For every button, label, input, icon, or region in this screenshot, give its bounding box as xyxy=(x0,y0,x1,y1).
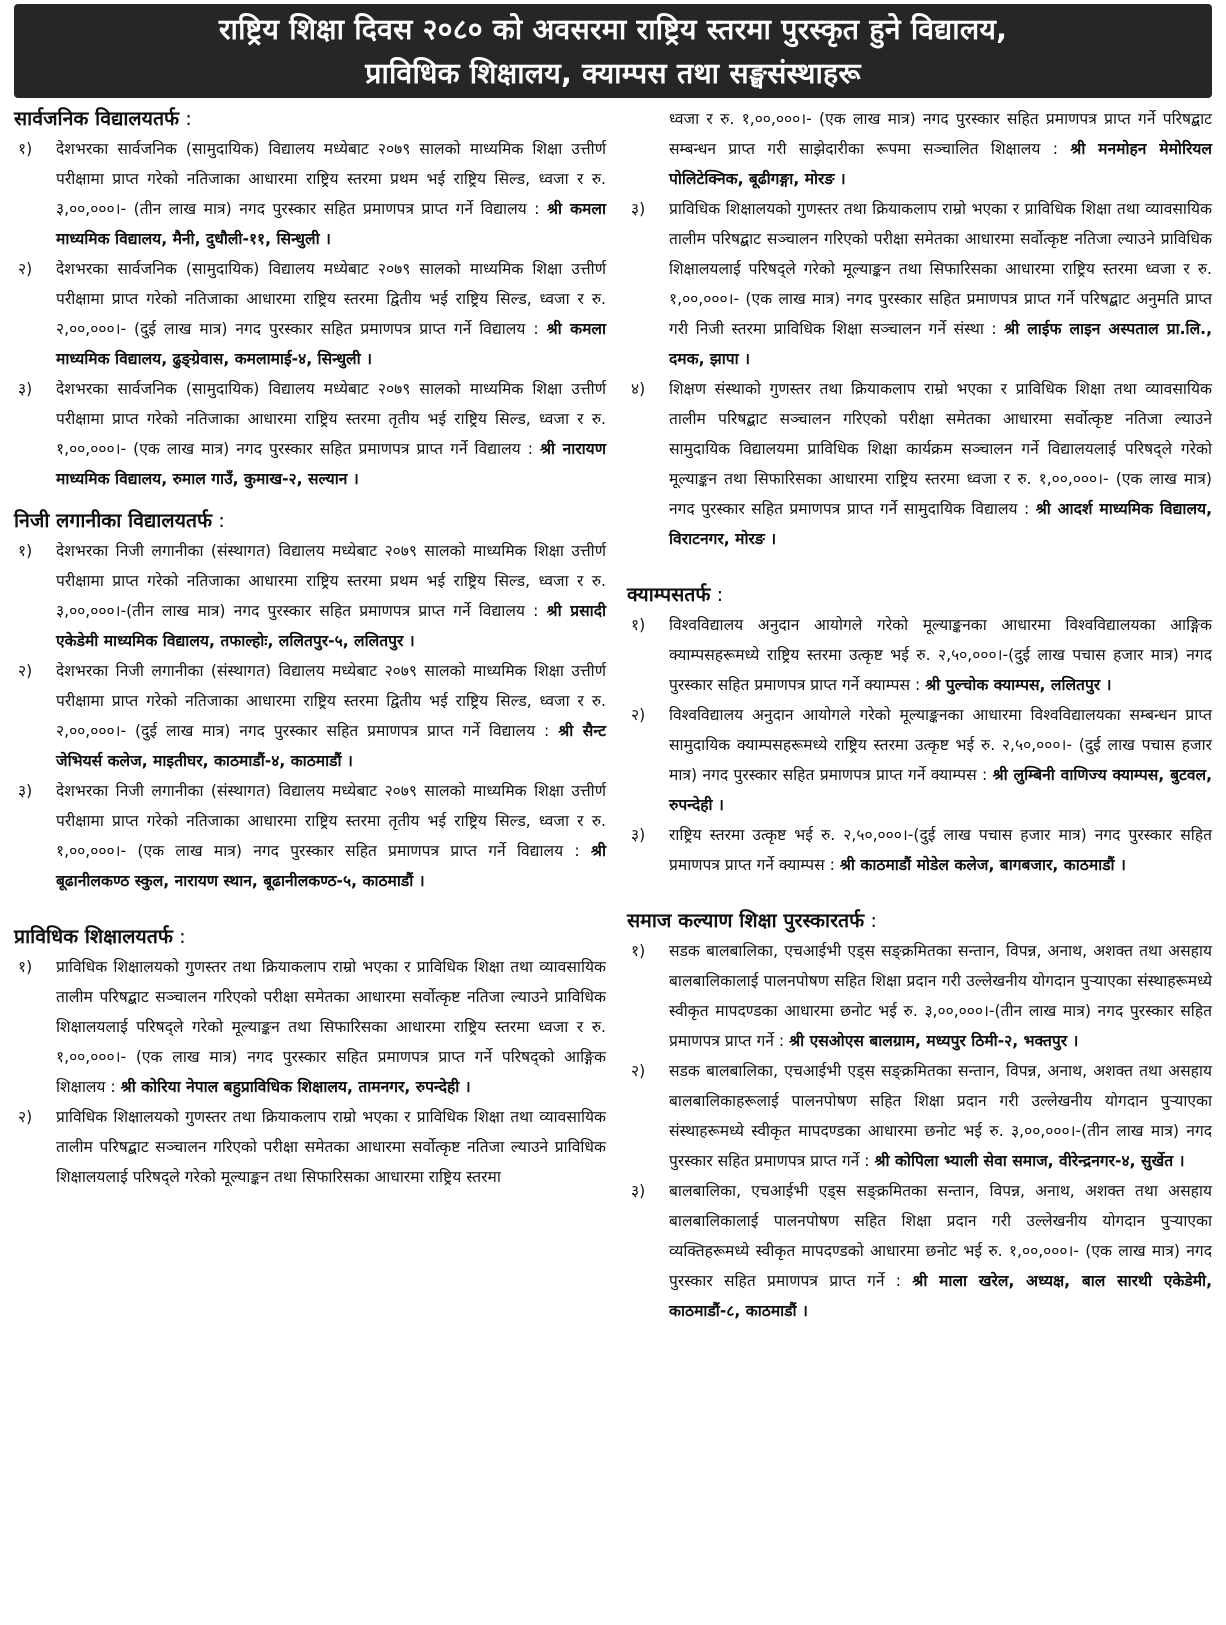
list-item-campus-3: ३) राष्ट्रिय स्तरमा उत्कृष्ट भई रु. २,५०,०००।-(दुई लाख पचास हजार मात्र) नगद पुरस्कार सहित प्रमाणपत्र प्राप्त गर्ने क्याम्पस : श्री काठमाडौं मोडेल कलेज, बागबजार, काठमाडौं । xyxy=(631,826,1212,874)
banner-line-2: प्राविधिक शिक्षालय, क्याम्पस तथा सङ्घसंस्थाहरू xyxy=(365,57,861,90)
right-column xyxy=(627,104,1212,1326)
section-heading-technical: प्राविधिक शिक्षालयतर्फ : xyxy=(14,925,186,948)
list-item-public-2: २) देशभरका सार्वजनिक (सामुदायिक) विद्यालय मध्येबाट २०७९ सालको माध्यमिक शिक्षा उत्तीर्ण परीक्षामा प्राप्त गरेको नतिजाका आधारमा राष्ट्रिय स्तरमा द्वितीय भई राष्ट्रिय सिल्ड, ध्वजा र रु. २,००,०००।- (दुई लाख मात्र) नगद पुरस्कार सहित प्रमाणपत्र प्राप्त गर्ने विद्यालय : श्री कमला माध्यमिक विद्यालय, ढुङ्ग्रेवास, कमलामाई-४, सिन्धुली । xyxy=(18,260,607,368)
list-item-campus-2: २) विश्वविद्यालय अनुदान आयोगले गरेको मूल्याङ्कनका आधारमा विश्वविद्यालयका सम्बन्धन प्राप्त सामुदायिक क्याम्पसहरूमध्ये राष्ट्रिय स्तरमा उत्कृष्ट भई रु. २,५०,०००।- (दुई लाख पचास हजार मात्र) नगद पुरस्कार सहित प्रमाणपत्र प्राप्त गर्ने क्याम्पस : श्री लुम्बिनी वाणिज्य क्याम्पस, बुटवल, रुपन्देही । xyxy=(631,706,1212,814)
list-item-public-3: ३) देशभरका सार्वजनिक (सामुदायिक) विद्यालय मध्येबाट २०७९ सालको माध्यमिक शिक्षा उत्तीर्ण परीक्षामा प्राप्त गरेको नतिजाका आधारमा राष्ट्रिय स्तरमा तृतीय भई राष्ट्रिय सिल्ड, ध्वजा र रु. १,००,०००।- (एक लाख मात्र) नगद पुरस्कार सहित प्रमाणपत्र प्राप्त गर्ने विद्यालय : श्री नारायण माध्यमिक विद्यालय, रुमाल गाउँ, कुमाख-२, सल्यान । xyxy=(18,380,606,488)
left-column xyxy=(14,104,606,1326)
list-item-technical-2-continued: ध्वजा र रु. १,००,०००।- (एक लाख मात्र) नगद पुरस्कार सहित प्रमाणपत्र प्राप्त गर्ने परिषद्बाट सम्बन्धन प्राप्त गरी साझेदारीका रूपमा सञ्चालित शिक्षालय : श्री मनमोहन मेमोरियल पोलिटेक्निक, बूढीगङ्गा, मोरङ । xyxy=(669,110,1212,188)
list-item-public-1: १) देशभरका सार्वजनिक (सामुदायिक) विद्यालय मध्येबाट २०७९ सालको माध्यमिक शिक्षा उत्तीर्ण परीक्षामा प्राप्त गरेको नतिजाका आधारमा राष्ट्रिय स्तरमा प्रथम भई राष्ट्रिय सिल्ड, ध्वजा र रु. ३,००,०००।- (तीन लाख मात्र) नगद पुरस्कार सहित प्रमाणपत्र प्राप्त गर्ने विद्यालय : श्री कमला माध्यमिक विद्यालय, मैनी, दुधौली-११, सिन्धुली । xyxy=(18,140,606,248)
list-item-welfare-2: २) सडक बालबालिका, एचआईभी एड्स सङ्क्रमितका सन्तान, विपन्न, अनाथ, अशक्त तथा असहाय बालबालिकाहरूलाई पालनपोषण सहित शिक्षा प्रदान गरी उल्लेखनीय योगदान पुर्‍याएका संस्थाहरूमध्ये स्वीकृत मापदण्डका आधारमा छनोट भई रु. ३,००,०००।-(तीन लाख मात्र) नगद पुरस्कार सहित प्रमाणपत्र प्राप्त गर्ने : श्री कोपिला भ्याली सेवा समाज, वीरेन्द्रनगर-४, सुर्खेत । xyxy=(631,1062,1212,1170)
section-heading-public: सार्वजनिक विद्यालयतर्फ : xyxy=(14,107,192,130)
list-item-private-3: ३) देशभरका निजी लगानीका (संस्थागत) विद्यालय मध्येबाट २०७९ सालको माध्यमिक शिक्षा उत्तीर्ण परीक्षामा प्राप्त गरेको नतिजाका आधारमा राष्ट्रिय स्तरमा तृतीय भई राष्ट्रिय सिल्ड, ध्वजा र रु. १,००,०००।- (एक लाख मात्र) नगद पुरस्कार सहित प्रमाणपत्र प्राप्त गर्ने विद्यालय : श्री बूढानीलकण्ठ स्कुल, नारायण स्थान, बूढानीलकण्ठ-५, काठमाडौं । xyxy=(18,782,606,890)
section-heading-private: निजी लगानीका विद्यालयतर्फ : xyxy=(14,509,225,532)
list-item-technical-2: २) प्राविधिक शिक्षालयको गुणस्तर तथा क्रियाकलाप राम्रो भएका र प्राविधिक शिक्षा तथा व्यावसायिक तालीम परिषद्बाट सञ्चालन गरिएको परीक्षा समेतका आधारमा सर्वोत्कृष्ट नतिजा ल्याउने प्राविधिक शिक्षालयलाई परिषद्ले गरेको मूल्याङ्कन तथा सिफारिसका आधारमा राष्ट्रिय स्तरमा xyxy=(18,1108,606,1186)
list-item-technical-1: १) प्राविधिक शिक्षालयको गुणस्तर तथा क्रियाकलाप राम्रो भएका र प्राविधिक शिक्षा तथा व्यावसायिक तालीम परिषद्बाट सञ्चालन गरिएको परीक्षा समेतका आधारमा सर्वोत्कृष्ट नतिजा ल्याउने प्राविधिक शिक्षालयलाई परिषद्ले गरेको मूल्याङ्कन तथा सिफारिसका आधारमा राष्ट्रिय स्तरमा ध्वजा र रु. १,००,०००।- (एक लाख मात्र) नगद पुरस्कार सहित प्रमाणपत्र प्राप्त गर्ने परिषद्को आङ्गिक शिक्षालय : श्री कोरिया नेपाल बहुप्राविधिक शिक्षालय, तामनगर, रुपन्देही । xyxy=(18,958,606,1096)
banner-line-1: राष्ट्रिय शिक्षा दिवस २०८० को अवसरमा राष्ट्रिय स्तरमा पुरस्कृत हुने विद्यालय, xyxy=(218,13,1008,46)
list-item-private-1: १) देशभरका निजी लगानीका (संस्थागत) विद्यालय मध्येबाट २०७९ सालको माध्यमिक शिक्षा उत्तीर्ण परीक्षामा प्राप्त गरेको नतिजाका आधारमा राष्ट्रिय स्तरमा प्रथम भई राष्ट्रिय सिल्ड, ध्वजा र रु. ३,००,०००।-(तीन लाख मात्र) नगद पुरस्कार सहित प्रमाणपत्र प्राप्त गर्ने विद्यालय : श्री प्रसादी एकेडेमी माध्यमिक विद्यालय, तफाल्होः, ललितपुर-५, ललितपुर । xyxy=(18,542,607,650)
list-item-technical-4: ४) शिक्षण संस्थाको गुणस्तर तथा क्रियाकलाप राम्रो भएका र प्राविधिक शिक्षा तथा व्यावसायिक तालीम परिषद्बाट सञ्चालन गरिएको परीक्षा समेतका आधारमा सर्वोत्कृष्ट नतिजा ल्याउने सामुदायिक विद्यालयमा प्राविधिक शिक्षा कार्यक्रम सञ्चालन गर्ने विद्यालयलाई परिषद्ले गरेको मूल्याङ्कन तथा सिफारिसका आधारमा राष्ट्रिय स्तरमा ध्वजा र रु. १,००,०००।- (एक लाख मात्र) नगद पुरस्कार सहित प्रमाणपत्र प्राप्त गर्ने सामुदायिक विद्यालय : श्री आदर्श माध्यमिक विद्यालय, विराटनगर, मोरङ । xyxy=(631,380,1212,548)
list-item-private-2: २) देशभरका निजी लगानीका (संस्थागत) विद्यालय मध्येबाट २०७९ सालको माध्यमिक शिक्षा उत्तीर्ण परीक्षामा प्राप्त गरेको नतिजाका आधारमा राष्ट्रिय स्तरमा द्वितीय भई राष्ट्रिय सिल्ड, ध्वजा र रु. २,००,०००।- (दुई लाख मात्र) नगद पुरस्कार सहित प्रमाणपत्र प्राप्त गर्ने विद्यालय : श्री सैन्ट जेभियर्स कलेज, माइतीघर, काठमाडौं-४, काठमाडौं । xyxy=(18,662,607,770)
list-item-welfare-3: ३) बालबालिका, एचआईभी एड्स सङ्क्रमितका सन्तान, विपन्न, अनाथ, अशक्त तथा असहाय बालबालिकालाई पालनपोषण सहित शिक्षा प्रदान गरी उल्लेखनीय योगदान पुर्‍याएका व्यक्तिहरूमध्ये स्वीकृत मापदण्डको आधारमा छनोट भई रु. १,००,०००।- (एक लाख मात्र) नगद पुरस्कार सहित प्रमाणपत्र प्राप्त गर्ने : श्री माला खरेल, अध्यक्ष, बाल सारथी एकेडेमी, काठमाडौं-८, काठमाडौं । xyxy=(631,1182,1212,1320)
list-item-welfare-1: १) सडक बालबालिका, एचआईभी एड्स सङ्क्रमितका सन्तान, विपन्न, अनाथ, अशक्त तथा असहाय बालबालिकालाई पालनपोषण सहित शिक्षा प्रदान गरी उल्लेखनीय योगदान पुर्‍याएका संस्थाहरूमध्ये स्वीकृत मापदण्डका आधारमा छनोट भई रु. ३,००,०००।-(तीन लाख मात्र) नगद पुरस्कार सहित प्रमाणपत्र प्राप्त गर्ने : श्री एसओएस बालग्राम, मध्यपुर ठिमी-२, भक्तपुर । xyxy=(631,942,1212,1050)
list-item-technical-3: ३) प्राविधिक शिक्षालयको गुणस्तर तथा क्रियाकलाप राम्रो भएका र प्राविधिक शिक्षा तथा व्यावसायिक तालीम परिषद्बाट सञ्चालन गरिएको परीक्षा समेतका आधारमा सर्वोत्कृष्ट नतिजा ल्याउने प्राविधिक शिक्षालयलाई परिषद्ले गरेको मूल्याङ्कन तथा सिफारिसका आधारमा राष्ट्रिय स्तरमा ध्वजा र रु. १,००,०००।- (एक लाख मात्र) नगद पुरस्कार सहित प्रमाणपत्र प्राप्त गर्ने परिषद्बाट अनुमति प्राप्त गरी निजी स्तरमा प्राविधिक शिक्षा सञ्चालन गर्ने संस्था : श्री लाईफ लाइन अस्पताल प्रा.लि., दमक, झापा । xyxy=(631,200,1213,368)
section-heading-welfare: समाज कल्याण शिक्षा पुरस्कारतर्फ : xyxy=(627,909,877,932)
notice-banner xyxy=(14,4,1212,98)
list-item-campus-1: १) विश्वविद्यालय अनुदान आयोगले गरेको मूल्याङ्कनका आधारमा विश्वविद्यालयका आङ्गिक क्याम्पसहरूमध्ये राष्ट्रिय स्तरमा उत्कृष्ट भई रु. २,५०,०००।-(दुई लाख पचास हजार मात्र) नगद पुरस्कार सहित प्रमाणपत्र प्राप्त गर्ने क्याम्पस : श्री पुल्चोक क्याम्पस, ललितपुर । xyxy=(631,616,1212,694)
two-column-body xyxy=(14,104,1212,1326)
section-heading-campus: क्याम्पसतर्फ : xyxy=(627,583,724,606)
